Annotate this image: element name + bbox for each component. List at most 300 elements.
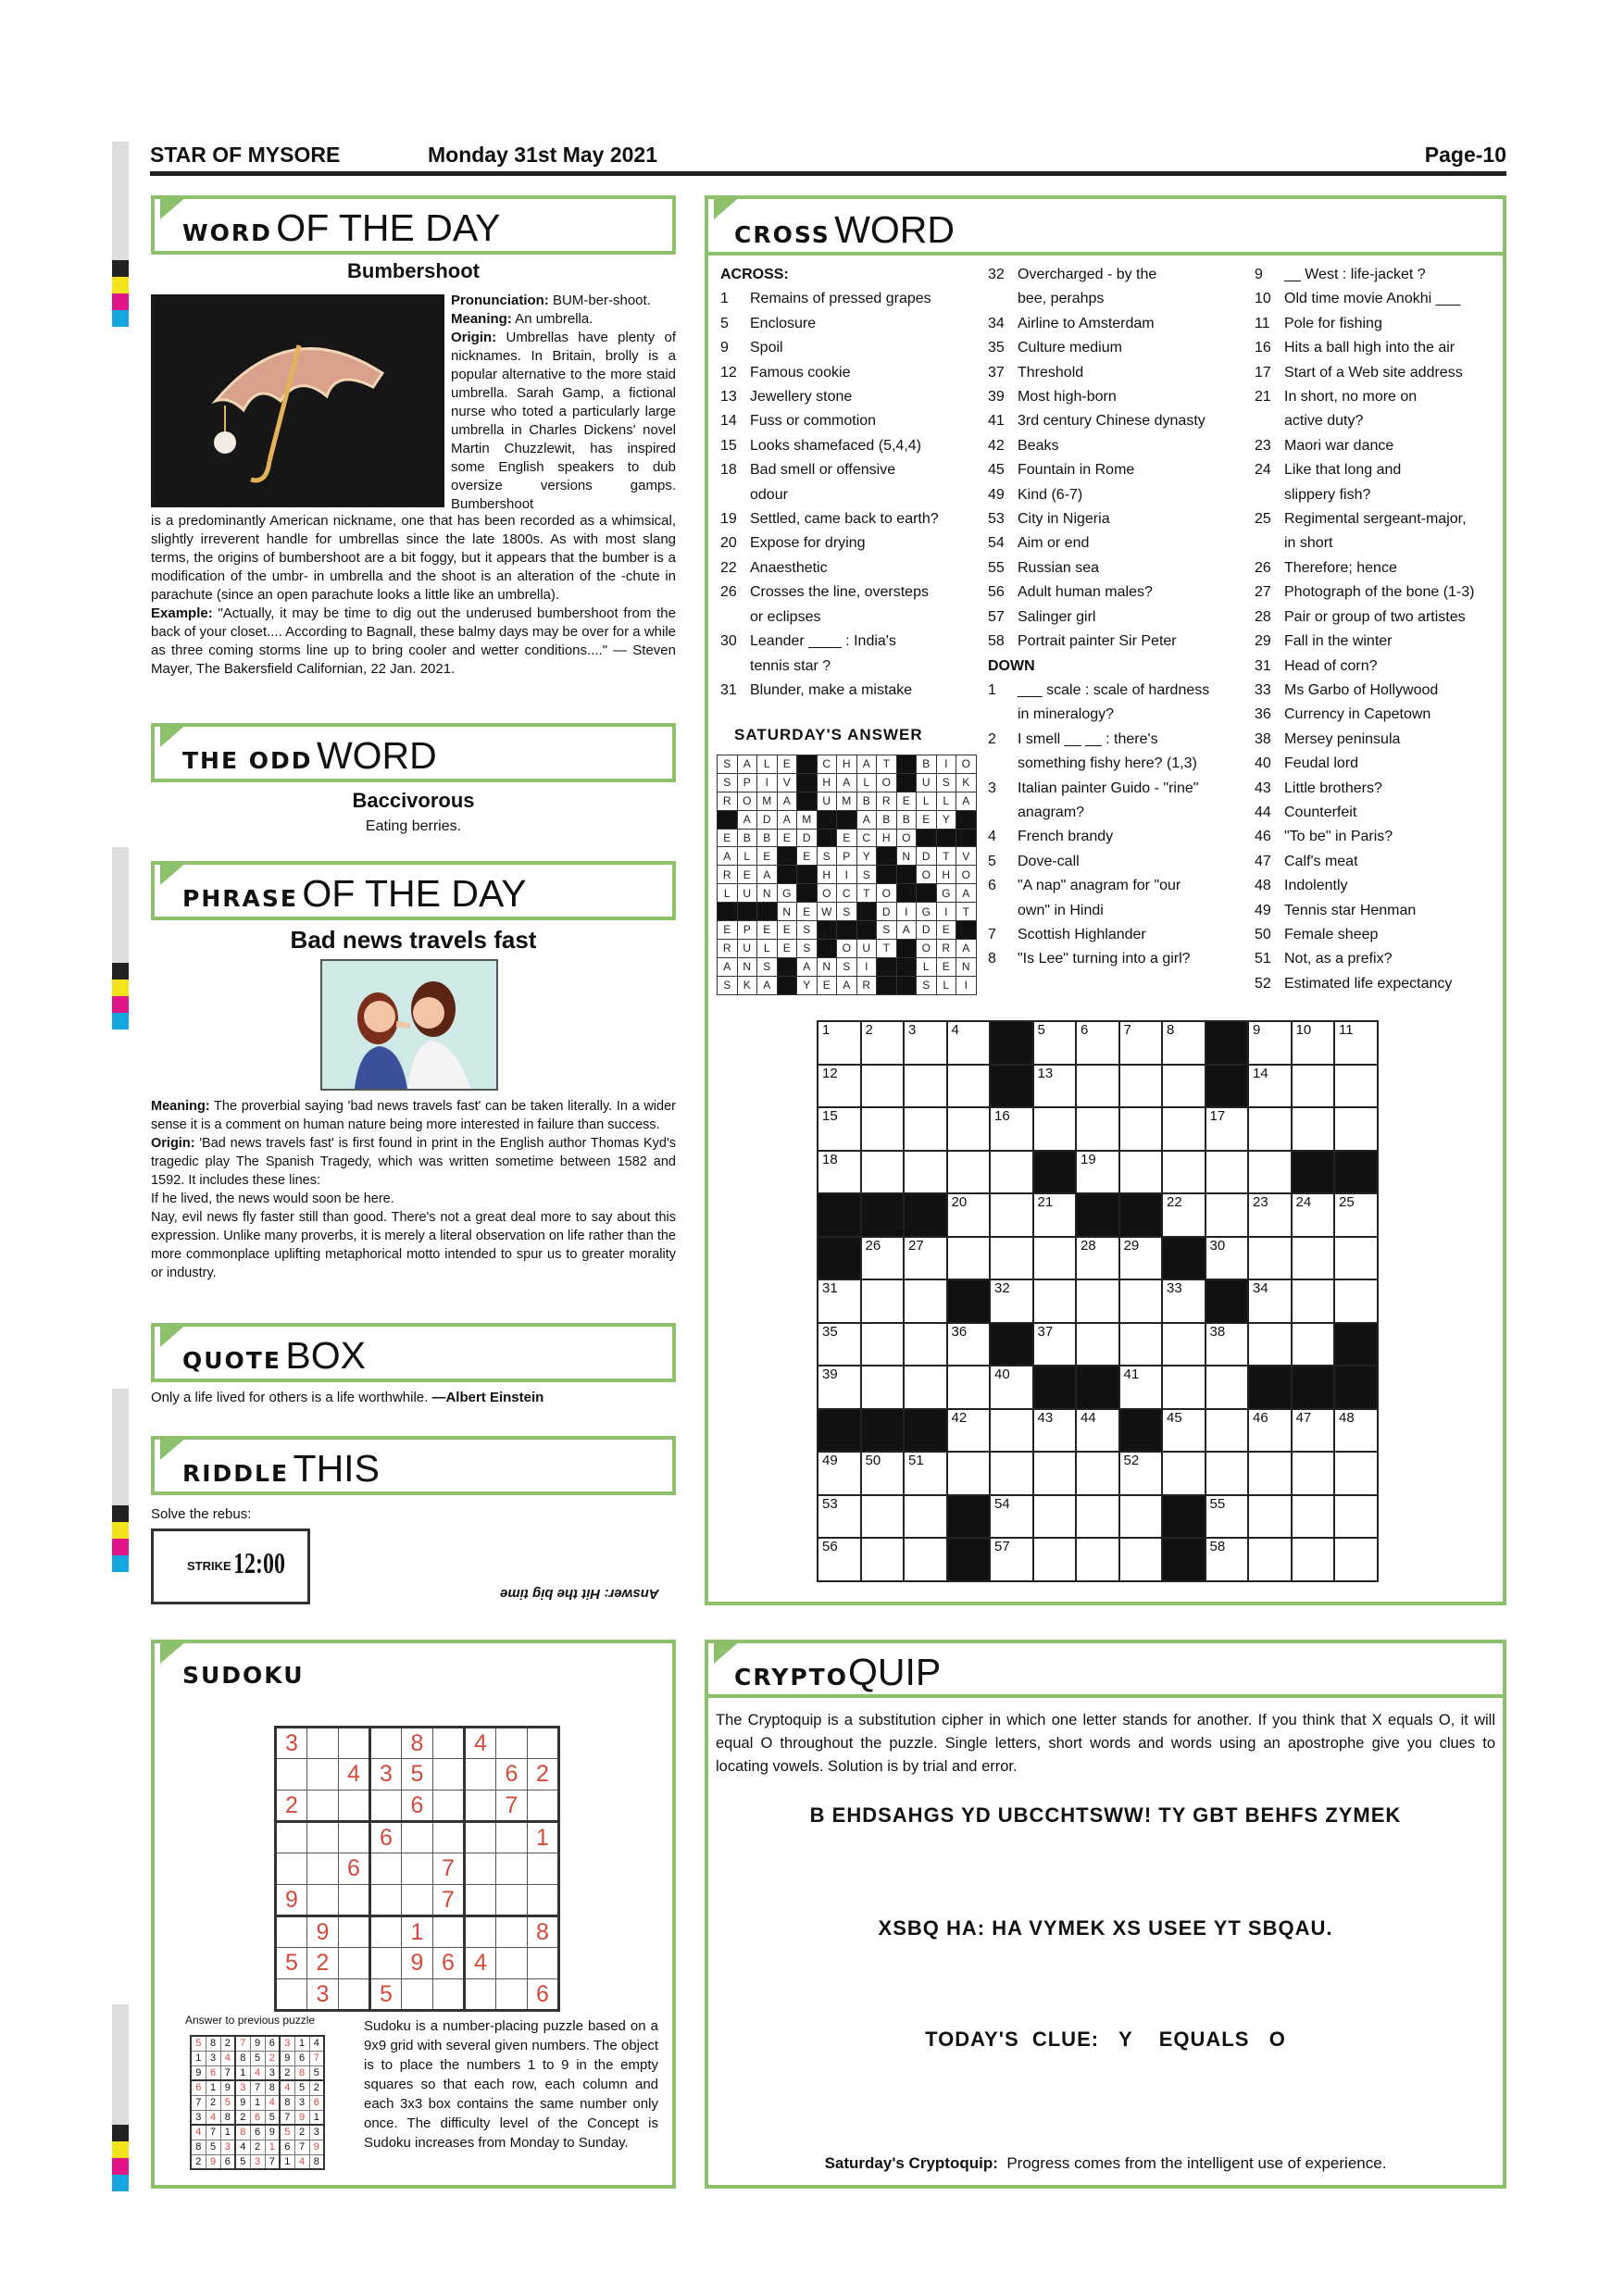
sudoku-cell[interactable]: 6 — [496, 1759, 528, 1791]
sudoku-cell[interactable] — [402, 1822, 433, 1853]
clue-number: 36 — [1255, 706, 1271, 723]
crossword-cell[interactable] — [1206, 1366, 1249, 1409]
crossword-cell[interactable] — [1162, 1021, 1206, 1065]
crossword-cell[interactable] — [904, 1452, 947, 1495]
answer-cell: B — [877, 810, 897, 829]
crossword-cell[interactable] — [904, 1495, 947, 1539]
sudoku-cell[interactable]: 5 — [276, 1948, 307, 1979]
crossword-cell[interactable] — [818, 1151, 861, 1194]
crossword-cell[interactable] — [861, 1323, 905, 1366]
sudoku-cell[interactable] — [339, 1979, 370, 2011]
sudoku-cell[interactable] — [276, 1822, 307, 1853]
answer-cell: A — [757, 866, 778, 884]
sudoku-cell[interactable]: 6 — [339, 1853, 370, 1885]
crossword-cell[interactable] — [1076, 1237, 1119, 1280]
crossword-cell[interactable] — [947, 1237, 991, 1280]
crossword-cell[interactable] — [1076, 1323, 1119, 1366]
crossword-cell[interactable] — [1162, 1193, 1206, 1237]
crossword-cell[interactable] — [1119, 1021, 1163, 1065]
sudoku-cell[interactable] — [307, 1791, 339, 1822]
sudoku-cell[interactable]: 3 — [276, 1728, 307, 1759]
sudoku-cell[interactable]: 3 — [307, 1979, 339, 2011]
sudoku-cell[interactable]: 1 — [402, 1916, 433, 1948]
swatch-magenta — [112, 996, 129, 1013]
crossword-cell[interactable] — [1248, 1409, 1292, 1453]
crossword-cell[interactable] — [1292, 1279, 1335, 1323]
sudoku-cell[interactable] — [528, 1885, 559, 1916]
crossword-cell[interactable] — [1162, 1151, 1206, 1194]
sudoku-cell[interactable]: 3 — [370, 1759, 402, 1791]
answer-black-square — [877, 957, 897, 976]
umbrella-image — [151, 294, 444, 507]
crossword-cell[interactable] — [1206, 1495, 1249, 1539]
sudoku-cell[interactable] — [465, 1916, 496, 1948]
previous-sudoku-cell: 8 — [280, 2095, 294, 2110]
sudoku-cell[interactable] — [402, 1885, 433, 1916]
sudoku-cell[interactable]: 7 — [433, 1853, 465, 1885]
sudoku-cell[interactable]: 4 — [465, 1948, 496, 1979]
clue-text: Therefore; hence — [1284, 559, 1397, 576]
crossword-cell[interactable] — [1206, 1538, 1249, 1581]
crossword-cell[interactable] — [1119, 1151, 1163, 1194]
sudoku-cell[interactable] — [370, 1885, 402, 1916]
answer-cell: A — [956, 884, 977, 903]
sudoku-cell[interactable]: 8 — [402, 1728, 433, 1759]
crossword-cell[interactable] — [1119, 1279, 1163, 1323]
sudoku-cell[interactable] — [465, 1979, 496, 2011]
crossword-cell[interactable] — [818, 1452, 861, 1495]
clue-number: 56 — [988, 584, 1005, 601]
crossword-cell[interactable] — [1076, 1151, 1119, 1194]
sudoku-cell[interactable] — [465, 1853, 496, 1885]
crossword-cell[interactable] — [990, 1495, 1033, 1539]
crossword-cell[interactable] — [818, 1323, 861, 1366]
crossword-cell[interactable] — [1292, 1409, 1335, 1453]
crossword-cell[interactable] — [1334, 1409, 1378, 1453]
cell-number: 12 — [822, 1065, 838, 1081]
crossword-cell[interactable] — [818, 1366, 861, 1409]
clue-text: __ West : life-jacket ? — [1284, 267, 1426, 282]
swatch-cyan — [112, 2175, 129, 2191]
sudoku-cell[interactable] — [465, 1759, 496, 1791]
crossword-cell[interactable] — [1076, 1409, 1119, 1453]
crossword-cell[interactable] — [947, 1409, 991, 1453]
crossword-cell[interactable] — [1248, 1237, 1292, 1280]
clue-row — [720, 483, 961, 507]
sudoku-cell[interactable]: 6 — [528, 1979, 559, 2011]
answer-cell: P — [837, 847, 857, 866]
sudoku-cell[interactable] — [276, 1853, 307, 1885]
sudoku-cell[interactable] — [402, 1853, 433, 1885]
title-prefix: RIDDLE — [182, 1460, 290, 1487]
clue-number: 20 — [720, 535, 737, 552]
crossword-cell[interactable] — [1119, 1107, 1163, 1151]
previous-sudoku-cell: 5 — [235, 2154, 250, 2169]
clue-text: Portrait painter Sir Peter — [1018, 633, 1177, 650]
clue-text: Looks shamefaced (5,4,4) — [750, 437, 921, 454]
crossword-cell[interactable] — [990, 1279, 1033, 1323]
sudoku-cell[interactable]: 9 — [307, 1916, 339, 1948]
sudoku-cell[interactable]: 6 — [433, 1948, 465, 1979]
cell-number: 6 — [1081, 1022, 1089, 1038]
crossword-cell[interactable] — [861, 1107, 905, 1151]
crossword-cell[interactable] — [947, 1323, 991, 1366]
crossword-cell[interactable] — [861, 1366, 905, 1409]
sudoku-cell[interactable]: 2 — [307, 1948, 339, 1979]
crossword-cell[interactable] — [1033, 1495, 1077, 1539]
crossword-cell[interactable] — [1292, 1193, 1335, 1237]
previous-sudoku-cell: 4 — [250, 2065, 265, 2080]
crossword-cell[interactable] — [1206, 1193, 1249, 1237]
answer-cell: O — [956, 755, 977, 774]
sudoku-cell[interactable] — [276, 1979, 307, 2011]
previous-sudoku-cell: 8 — [294, 2065, 309, 2080]
registration-bar — [112, 847, 129, 963]
crossword-cell[interactable] — [1162, 1279, 1206, 1323]
crossword-cell[interactable] — [861, 1021, 905, 1065]
answer-cell: E — [896, 792, 917, 810]
sudoku-cell[interactable]: 5 — [370, 1979, 402, 2011]
crossword-cell[interactable] — [861, 1151, 905, 1194]
sudoku-cell[interactable] — [370, 1728, 402, 1759]
crossword-cell[interactable] — [1292, 1323, 1335, 1366]
crossword-cell[interactable] — [1162, 1107, 1206, 1151]
crossword-cell[interactable] — [904, 1323, 947, 1366]
clue-number: 32 — [988, 267, 1005, 282]
sudoku-cell[interactable] — [307, 1822, 339, 1853]
crossword-cell[interactable] — [1292, 1065, 1335, 1108]
sudoku-cell[interactable] — [528, 1791, 559, 1822]
answer-cell: I — [956, 976, 977, 994]
crossword-cell[interactable] — [1033, 1237, 1077, 1280]
crossword-cell[interactable] — [1334, 1237, 1378, 1280]
crossword-cell[interactable] — [1206, 1452, 1249, 1495]
sudoku-cell[interactable] — [307, 1885, 339, 1916]
sudoku-cell[interactable] — [339, 1885, 370, 1916]
cell-number: 28 — [1081, 1237, 1096, 1254]
crossword-cell[interactable] — [1248, 1107, 1292, 1151]
crossword-cell[interactable] — [861, 1495, 905, 1539]
crossword-cell[interactable] — [1033, 1323, 1077, 1366]
crossword-cell[interactable] — [1033, 1021, 1077, 1065]
crossword-cell[interactable] — [1292, 1538, 1335, 1581]
sudoku-cell[interactable] — [370, 1791, 402, 1822]
crossword-cell[interactable] — [1334, 1452, 1378, 1495]
previous-sudoku-cell: 5 — [265, 2110, 280, 2125]
down-clues-col3 — [1255, 263, 1500, 996]
sudoku-cell[interactable] — [370, 1948, 402, 1979]
crossword-cell[interactable] — [947, 1366, 991, 1409]
crossword-cell[interactable] — [1206, 1237, 1249, 1280]
crossword-cell[interactable] — [947, 1193, 991, 1237]
crossword-cell[interactable] — [1076, 1495, 1119, 1539]
sudoku-cell[interactable] — [339, 1948, 370, 1979]
crossword-cell[interactable] — [861, 1065, 905, 1108]
crossword-cell[interactable] — [904, 1366, 947, 1409]
sudoku-cell[interactable] — [433, 1916, 465, 1948]
crossword-cell[interactable] — [1248, 1452, 1292, 1495]
black-square — [947, 1538, 991, 1581]
sudoku-cell[interactable]: 4 — [465, 1728, 496, 1759]
crossword-cell[interactable] — [1248, 1538, 1292, 1581]
cell-number: 45 — [1167, 1409, 1182, 1426]
crossword-cell[interactable] — [1248, 1323, 1292, 1366]
crossword-cell[interactable] — [1334, 1065, 1378, 1108]
crossword-cell[interactable] — [1033, 1538, 1077, 1581]
sudoku-cell[interactable] — [496, 1853, 528, 1885]
crossword-cell[interactable] — [1292, 1021, 1335, 1065]
sudoku-cell[interactable] — [528, 1948, 559, 1979]
sudoku-cell[interactable] — [465, 1791, 496, 1822]
crossword-cell[interactable] — [1334, 1495, 1378, 1539]
sudoku-cell[interactable] — [496, 1822, 528, 1853]
answer-cell: A — [777, 810, 797, 829]
crossword-cell[interactable] — [990, 1452, 1033, 1495]
sudoku-cell[interactable] — [496, 1885, 528, 1916]
crossword-cell[interactable] — [1033, 1107, 1077, 1151]
previous-sudoku-grid — [190, 2035, 325, 2170]
previous-sudoku-cell: 9 — [235, 2095, 250, 2110]
clue-row — [720, 507, 961, 531]
crossword-cell[interactable] — [1162, 1452, 1206, 1495]
crossword-cell[interactable] — [1119, 1366, 1163, 1409]
sudoku-cell[interactable]: 9 — [276, 1885, 307, 1916]
quote-title — [151, 1323, 676, 1382]
crossword-cell[interactable] — [904, 1538, 947, 1581]
sudoku-cell[interactable]: 8 — [528, 1916, 559, 1948]
clue-text: Salinger girl — [1018, 608, 1096, 625]
sudoku-cell[interactable]: 4 — [339, 1759, 370, 1791]
cell-number: 9 — [1253, 1022, 1261, 1038]
crossword-cell[interactable] — [1033, 1409, 1077, 1453]
sudoku-cell[interactable] — [528, 1853, 559, 1885]
saturday-cryptoquip-label: Saturday's Cryptoquip: — [824, 2154, 998, 2172]
sudoku-cell[interactable] — [433, 1728, 465, 1759]
across-clues-col1 — [720, 263, 961, 703]
sudoku-cell[interactable]: 6 — [402, 1791, 433, 1822]
clue-text: Feudal lord — [1284, 755, 1359, 772]
clue-number: 9 — [720, 340, 729, 356]
crossword-cell[interactable] — [1119, 1538, 1163, 1581]
sudoku-cell[interactable] — [339, 1822, 370, 1853]
crossword-cell[interactable] — [1248, 1065, 1292, 1108]
crossword-cell[interactable] — [990, 1538, 1033, 1581]
crossword-cell[interactable] — [1248, 1151, 1292, 1194]
crossword-cell[interactable] — [1248, 1021, 1292, 1065]
answer-cell: I — [757, 773, 778, 792]
sudoku-cell[interactable] — [496, 1728, 528, 1759]
crossword-cell[interactable] — [1076, 1452, 1119, 1495]
title-main: BOX — [285, 1334, 366, 1377]
sudoku-cell[interactable] — [465, 1885, 496, 1916]
crossword-cell[interactable] — [990, 1107, 1033, 1151]
crossword-cell[interactable] — [1292, 1452, 1335, 1495]
crossword-cell[interactable] — [947, 1452, 991, 1495]
crossword-cell[interactable] — [904, 1151, 947, 1194]
black-square — [818, 1237, 861, 1280]
crossword-cell[interactable] — [1292, 1237, 1335, 1280]
cell-number: 43 — [1037, 1409, 1054, 1426]
crossword-cell[interactable] — [904, 1107, 947, 1151]
cell-number: 41 — [1123, 1366, 1140, 1382]
sudoku-cell[interactable]: 2 — [276, 1791, 307, 1822]
crossword-cell[interactable] — [947, 1107, 991, 1151]
sudoku-cell[interactable] — [276, 1759, 307, 1791]
sudoku-cell[interactable] — [528, 1728, 559, 1759]
rebus-strike: STRIKE — [187, 1559, 231, 1573]
sudoku-cell[interactable] — [339, 1916, 370, 1948]
crossword-cell[interactable] — [990, 1193, 1033, 1237]
sudoku-cell[interactable]: 7 — [496, 1791, 528, 1822]
sudoku-cell[interactable]: 2 — [528, 1759, 559, 1791]
cell-number: 22 — [1167, 1194, 1182, 1210]
crossword-cell[interactable] — [818, 1495, 861, 1539]
crossword-cell[interactable] — [1119, 1065, 1163, 1108]
sudoku-cell[interactable] — [307, 1853, 339, 1885]
clue-number — [720, 483, 750, 507]
swatch-black — [112, 1505, 129, 1522]
crossword-cell[interactable] — [1206, 1151, 1249, 1194]
crossword-cell[interactable] — [1292, 1107, 1335, 1151]
crossword-cell[interactable] — [990, 1151, 1033, 1194]
crossword-cell[interactable] — [861, 1538, 905, 1581]
crossword-cell[interactable] — [1206, 1323, 1249, 1366]
crossword-cell[interactable] — [1119, 1323, 1163, 1366]
sudoku-cell[interactable] — [276, 1916, 307, 1948]
crossword-cell[interactable] — [1162, 1409, 1206, 1453]
sudoku-cell[interactable] — [339, 1728, 370, 1759]
clue-number: 52 — [1255, 975, 1271, 992]
sudoku-cell[interactable] — [496, 1948, 528, 1979]
answer-cell: A — [757, 976, 778, 994]
crossword-cell[interactable] — [904, 1065, 947, 1108]
answer-cell: H — [936, 866, 956, 884]
crossword-cell[interactable] — [1076, 1065, 1119, 1108]
answer-cell: B — [757, 829, 778, 847]
crossword-cell[interactable] — [1033, 1452, 1077, 1495]
sudoku-cell[interactable] — [433, 1759, 465, 1791]
clue-number: 31 — [720, 681, 737, 698]
clue-text: Fountain in Rome — [1018, 462, 1135, 479]
crossword-cell[interactable] — [1119, 1237, 1163, 1280]
crossword-cell[interactable] — [1248, 1279, 1292, 1323]
answer-black-square — [777, 957, 797, 976]
answer-cell: I — [936, 903, 956, 921]
clue-row — [988, 483, 1233, 507]
crossword-cell[interactable] — [1206, 1107, 1249, 1151]
sudoku-cell[interactable] — [307, 1759, 339, 1791]
sudoku-cell[interactable]: 1 — [528, 1822, 559, 1853]
sudoku-cell[interactable] — [433, 1791, 465, 1822]
sudoku-cell[interactable] — [496, 1979, 528, 2011]
crossword-cell[interactable] — [990, 1366, 1033, 1409]
crossword-cell[interactable] — [1033, 1193, 1077, 1237]
title-prefix: QUOTE — [182, 1347, 281, 1374]
riddle-title — [151, 1436, 676, 1495]
answer-cell: H — [877, 829, 897, 847]
answer-black-square — [936, 829, 956, 847]
clue-text: Bad smell or offensive — [750, 462, 896, 479]
previous-sudoku-cell: 5 — [206, 2140, 220, 2154]
cell-number: 4 — [951, 1022, 959, 1038]
crossword-cell[interactable] — [947, 1065, 991, 1108]
answer-cell: L — [917, 957, 937, 976]
crossword-cell[interactable] — [818, 1065, 861, 1108]
crossword-cell[interactable] — [1162, 1366, 1206, 1409]
answer-black-square — [896, 866, 917, 884]
crossword-cell[interactable] — [861, 1452, 905, 1495]
sudoku-cell[interactable] — [433, 1822, 465, 1853]
crossword-cell[interactable] — [861, 1279, 905, 1323]
crossword-cell[interactable] — [818, 1279, 861, 1323]
crossword-cell[interactable] — [1334, 1021, 1378, 1065]
crossword-cell[interactable] — [1076, 1107, 1119, 1151]
crossword-cell[interactable] — [1334, 1538, 1378, 1581]
crossword-cell[interactable] — [947, 1151, 991, 1194]
crossword-cell[interactable] — [1334, 1107, 1378, 1151]
clue-number: 26 — [720, 584, 737, 601]
black-square — [1334, 1366, 1378, 1409]
sudoku-cell[interactable] — [339, 1791, 370, 1822]
sudoku-cell[interactable] — [370, 1916, 402, 1948]
crossword-cell[interactable] — [904, 1279, 947, 1323]
crossword-cell[interactable] — [904, 1237, 947, 1280]
crossword-cell[interactable] — [818, 1107, 861, 1151]
clue-number — [988, 801, 1018, 825]
sudoku-cell[interactable] — [307, 1728, 339, 1759]
crossword-cell[interactable] — [947, 1021, 991, 1065]
answer-black-square — [856, 921, 877, 940]
previous-sudoku-cell: 7 — [235, 2036, 250, 2051]
crossword-cell[interactable] — [1119, 1495, 1163, 1539]
sudoku-cell[interactable] — [370, 1853, 402, 1885]
crossword-cell[interactable] — [818, 1021, 861, 1065]
crossword-cell[interactable] — [1033, 1065, 1077, 1108]
sudoku-cell[interactable] — [496, 1916, 528, 1948]
crossword-cell[interactable] — [1334, 1279, 1378, 1323]
crossword-cell[interactable] — [990, 1237, 1033, 1280]
sudoku-cell[interactable] — [402, 1979, 433, 2011]
crossword-cell[interactable] — [1206, 1409, 1249, 1453]
clue-number: 8 — [988, 951, 996, 967]
sudoku-cell[interactable] — [433, 1979, 465, 2011]
sudoku-cell[interactable] — [465, 1822, 496, 1853]
crossword-cell[interactable] — [1248, 1193, 1292, 1237]
answer-black-square — [956, 810, 977, 829]
answer-black-square — [877, 847, 897, 866]
sudoku-cell[interactable]: 7 — [433, 1885, 465, 1916]
crossword-cell[interactable] — [990, 1409, 1033, 1453]
crossword-cell[interactable] — [1162, 1323, 1206, 1366]
crossword-cell[interactable] — [861, 1237, 905, 1280]
sudoku-cell[interactable]: 5 — [402, 1759, 433, 1791]
crossword-cell[interactable] — [1248, 1495, 1292, 1539]
crossword-cell[interactable] — [1033, 1279, 1077, 1323]
sudoku-cell[interactable]: 6 — [370, 1822, 402, 1853]
crossword-cell[interactable] — [1162, 1065, 1206, 1108]
crossword-cell[interactable] — [1076, 1279, 1119, 1323]
crossword-cell[interactable] — [1292, 1495, 1335, 1539]
sudoku-cell[interactable]: 9 — [402, 1948, 433, 1979]
crossword-cell[interactable] — [1334, 1193, 1378, 1237]
crossword-cell[interactable] — [1076, 1538, 1119, 1581]
crossword-cell[interactable] — [1076, 1021, 1119, 1065]
crossword-cell[interactable] — [1119, 1452, 1163, 1495]
crossword-cell[interactable] — [904, 1021, 947, 1065]
cell-number: 58 — [1209, 1539, 1226, 1554]
clue-row — [1255, 361, 1500, 385]
crossword-cell[interactable] — [818, 1538, 861, 1581]
